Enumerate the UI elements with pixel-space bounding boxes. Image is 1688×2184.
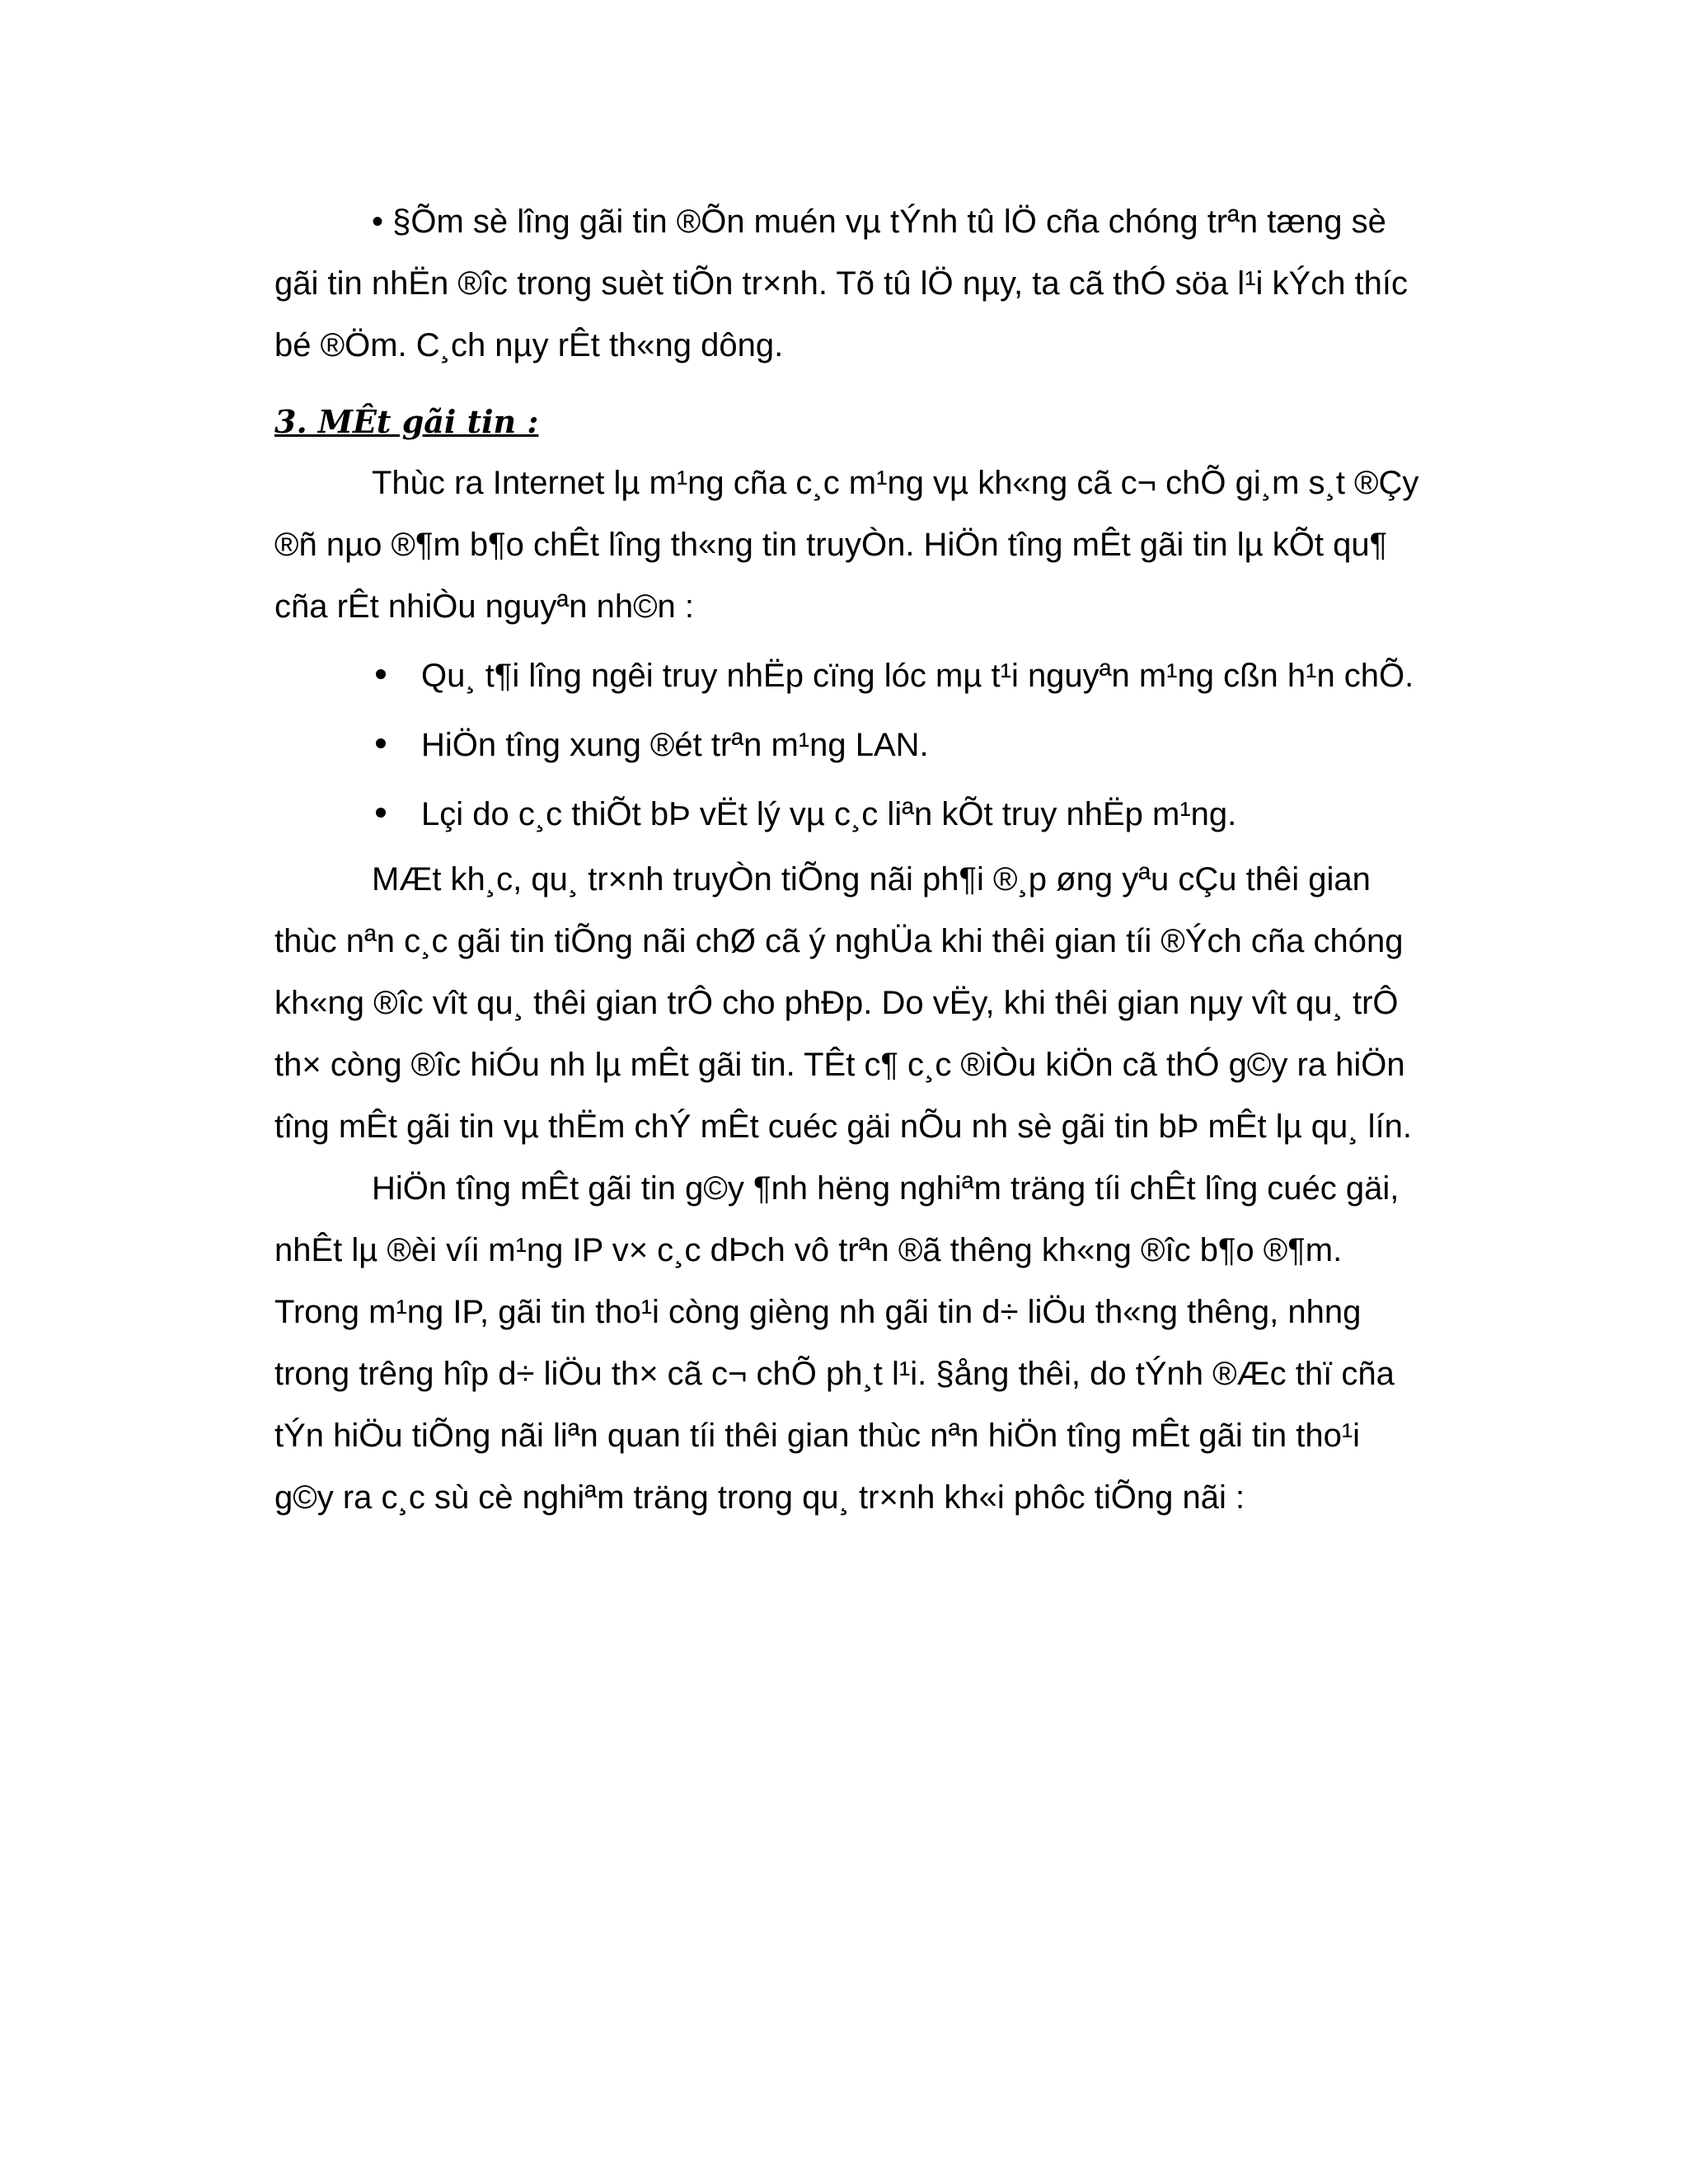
paragraph-bullet-intro	[274, 191, 1507, 377]
list-item	[274, 710, 1507, 780]
paragraph-causes-intro	[274, 452, 1507, 638]
text-line: trong trêng hîp d÷ liÖu th× cã c¬ chÕ ph¸t l¹i. §ång thêi, do tÝnh ®Æc thï cña	[274, 1356, 1395, 1392]
text-line: kh«ng ®îc vît qu¸ thêi gian trÔ cho phÐp. Do vËy, khi thêi gian nµy vît qu¸ trÔ	[274, 985, 1399, 1021]
text-line: tÝn hiÖu tiÕng nãi liªn quan tíi thêi gian thùc nªn hiÖn tîng mÊt gãi tin tho¹i	[274, 1418, 1361, 1454]
text-line: nhÊt lµ ®èi víi m¹ng IP v× c¸c dÞch vô trªn ®ã thêng kh«ng ®îc b¶o ®¶m.	[274, 1232, 1343, 1268]
text-line: ®ñ nµo ®¶m b¶o chÊt lîng th«ng tin truyÒn. HiÖn tîng mÊt gãi tin lµ kÕt qu¶	[274, 527, 1388, 563]
text-line: cña rÊt nhiÒu nguyªn nh©n :	[274, 588, 695, 625]
text-line: bé ®Öm. C¸ch nµy rÊt th«ng dông.	[274, 327, 784, 363]
page-content	[274, 191, 1507, 1529]
paragraph-impact	[274, 1158, 1507, 1529]
text-line: tîng mÊt gãi tin vµ thËm chÝ mÊt cuéc gäi nÕu nh sè gãi tin bÞ mÊt lµ qu¸ lín.	[274, 1108, 1413, 1145]
bullet-icon	[376, 669, 386, 679]
paragraph-realtime	[274, 849, 1507, 1158]
text-line: Trong m¹ng IP, gãi tin tho¹i còng gièng nh gãi tin d÷ liÖu th«ng thêng, nhng	[274, 1294, 1362, 1330]
list-item-text: Qu¸ t¶i lîng ngêi truy nhËp cïng lóc mµ t¹i nguyªn m¹ng cßn h¹n chÕ.	[421, 658, 1414, 694]
text-line: Thùc ra Internet lµ m¹ng cña c¸c m¹ng vµ kh«ng cã c¬ chÕ gi¸m s¸t ®Çy	[372, 465, 1419, 501]
text-line: • §Õm sè lîng gãi tin ®Õn muén vµ tÝnh tû lÖ cña chóng trªn tæng sè	[372, 204, 1386, 240]
text-line: MÆt kh¸c, qu¸ tr×nh truyÒn tiÕng nãi ph¶i ®¸p øng yªu cÇu thêi gian	[372, 861, 1371, 898]
text-line: th× còng ®îc hiÓu nh lµ mÊt gãi tin. TÊt c¶ c¸c ®iÒu kiÖn cã thÓ g©y ra hiÖn	[274, 1047, 1405, 1083]
list-item-text: HiÖn tîng xung ®ét trªn m¹ng LAN.	[421, 727, 929, 763]
text-line: HiÖn tîng mÊt gãi tin g©y ¶nh hëng nghiªm träng tíi chÊt lîng cuéc gäi,	[372, 1170, 1400, 1207]
bullet-icon	[376, 738, 386, 748]
causes-list	[274, 641, 1507, 849]
bullet-icon	[376, 808, 386, 818]
list-item	[274, 641, 1507, 710]
list-item-text: Lçi do c¸c thiÕt bÞ vËt lý vµ c¸c liªn kÕt truy nhËp m¹ng.	[421, 796, 1237, 832]
text-line: gãi tin nhËn ®îc trong suèt tiÕn tr×nh. Tõ tû lÖ nµy, ta cã thÓ söa l¹i kÝch thíc	[274, 265, 1409, 302]
text-line: thùc nªn c¸c gãi tin tiÕng nãi chØ cã ý nghÜa khi thêi gian tíi ®Ých cña chóng	[274, 923, 1404, 959]
text-line: g©y ra c¸c sù cè nghiªm träng trong qu¸ tr×nh kh«i phôc tiÕng nãi :	[274, 1479, 1245, 1516]
section-heading: 3. MÊt gãi tin :	[274, 403, 539, 440]
list-item	[274, 780, 1507, 849]
